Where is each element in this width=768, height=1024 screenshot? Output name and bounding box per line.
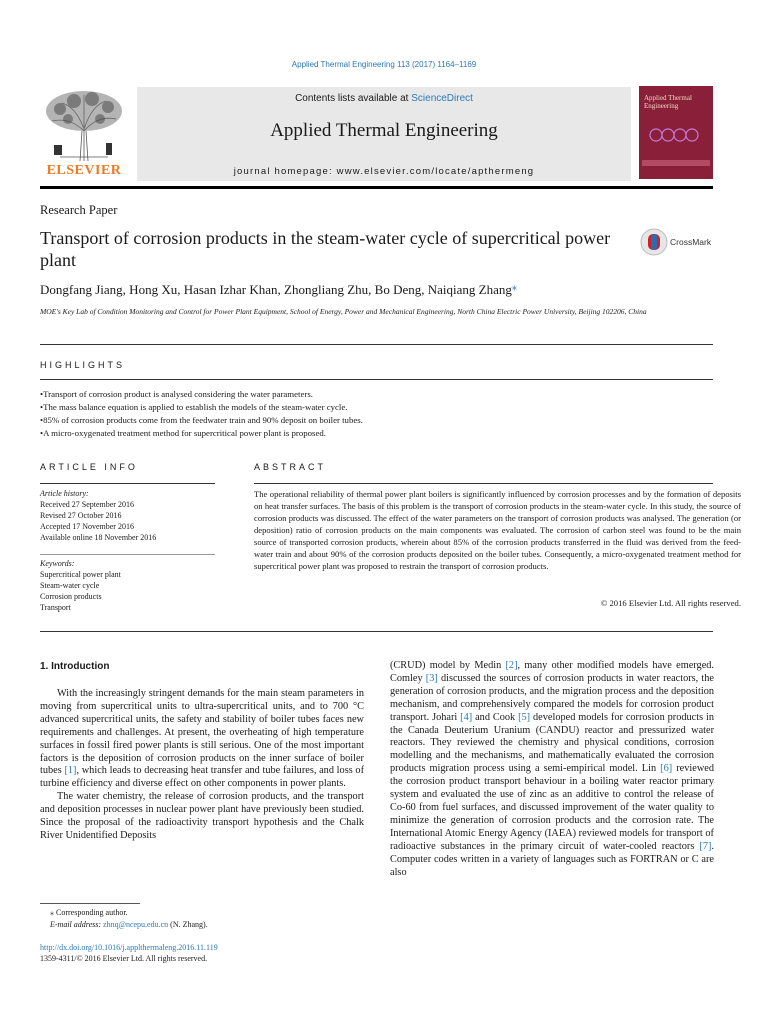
front-matter-rule [40,631,713,632]
section-heading: 1. Introduction [40,661,110,672]
citation-link[interactable]: [4] [460,711,473,723]
email-suffix: (N. Zhang). [168,920,208,929]
keyword: Steam-water cycle [40,581,100,590]
crossmark-icon [640,228,668,256]
history-entry: Available online 18 November 2016 [40,533,157,542]
sciencedirect-link[interactable]: ScienceDirect [411,93,473,104]
citation-link[interactable]: [6] [660,763,673,775]
article-title: Transport of corrosion products in the steam-water cycle of supercritical power plant [40,228,611,270]
highlight-item: • The mass balance equation is applied to establish the models of the steam-water cycle. [40,401,720,414]
citation-link[interactable]: [7] [699,840,712,852]
body-text: discussed the sources of corrosion products in water reactors, the generation of corrosion products, and the migration process and the deposition mechanism, and comprehensively compared the models for corrosion product transport. Johari [390,672,714,723]
abstract-text: The operational reliability of thermal power plant boilers is significantly influenced by corrosion processes and by the formation of deposits on heat transfer surfaces. The basis of this problem is the transport of corrosion products in the steam-water cycle. In this study, the source of corrosion products was discussed. The effect of the water parameters on the transport of corrosion products was analysed. The generation (or deposition) ratio of corrosion products on the main components was evaluated. The corrosion of carbon steel was found to be the main source of transported corrosion products, wherein about 85% of the corrosion products transferred in the fluid was derived from the feed-water train and about 90% of the corrosion products deposited on the boiler tubes. Consequently, a micro-oxygenated treatment method for supercritical power plant was proposed to restrain the transport of corrosion products. [254,489,741,571]
journal-reference[interactable]: Applied Thermal Engineering 113 (2017) 1164–1169 [291,60,477,69]
cover-title: Applied Thermal Engineering [644,94,692,110]
doi-block [40,942,364,964]
email-label: E-mail address: [50,920,104,929]
abstract-copyright: © 2016 Elsevier Ltd. All rights reserved. [600,598,741,608]
intro-p1-text: With the increasingly stringent demands for the main steam parameters in moving from supercritical units to ultra-supercritical units, and to 700 °C advanced supercritical units, the safety and stability of boiler tubes faces new requirements and challenges. At present, the overheating of high temperature surfaces in fossil fired power plants is still serious. One of the most important factors is the deposition of corrosion products on the inner surface of boiler tubes [40,688,364,777]
crossmark-badge[interactable] [640,228,720,258]
homepage-url[interactable]: www.elsevier.com/locate/apthermeng [336,166,535,177]
keyword: Transport [40,603,71,612]
citation-link[interactable]: [2] [505,660,518,671]
body-text: . Computer codes written in a variety of languages such as FORTRAN or C are also [390,840,714,878]
highlights-rule [40,379,713,380]
highlight-item: • 85% of corrosion products come from the feedwater train and 90% deposit on boiler tubes. [40,414,720,427]
homepage-prefix: journal homepage: [233,166,337,177]
keyword: Supercritical power plant [40,570,121,579]
email-note [40,919,364,931]
body-column-left [40,688,364,843]
elsevier-wordmark: ELSEVIER [46,163,122,178]
journal-homepage [137,166,631,177]
citation-link[interactable]: [3] [425,672,438,684]
highlights-heading: HIGHLIGHTS [40,360,126,370]
keywords-rule [40,554,215,555]
contents-prefix: Contents lists available at [295,93,412,104]
intro-p1-text: , which leads to decreasing heat transfer and tube failures, and loss of turbine efficiency and diverse effect on other components in power plants. [40,765,364,790]
email-link[interactable]: zhnq@ncepu.edu.cn [103,920,169,929]
body-paragraph [390,660,714,879]
crossmark-label: CrossMark [670,237,712,247]
article-history [40,488,215,543]
intro-paragraph: The water chemistry, the release of corrosion products, and the transport and deposition processes in nuclear power plant have previously been studied. Since the proposal of the radioactivity transport hypothesis and the Chalk River Unidentified Deposits [40,791,364,841]
body-text: reviewed the corrosion product transport behaviour in a boiling water reactor primary system and evaluated the use of zinc as an additive to control the release of Co-60 from fuel surfaces, and discussed improvement of the water quality to minimize the generation of corrosion products and the corrosion rate. The International Atomic Energy Agency (IAEA) reviewed models for transport of radioactive substances in the primary circuit of water-cooled reactors [390,763,714,852]
footnote-mark: ⁎ [50,908,54,917]
history-entry: Accepted 17 November 2016 [40,522,134,531]
authors-text: Dongfang Jiang, Hong Xu, Hasan Izhar Khan, Zhongliang Zhu, Bo Deng, Naiqiang Zhang [40,282,512,297]
author-list [40,282,517,298]
abstract-rule [254,483,713,484]
history-entry: Received 27 September 2016 [40,500,134,509]
cover-graphic [648,125,704,145]
issn-line: 1359-4311/© 2016 Elsevier Ltd. All rights reserved. [40,954,208,963]
body-text: developed models for corrosion products in the Canada Deuterium Uranium (CANDU) reactor and pressurized water reactors. They reviewed the chemistry and physical conditions, corrosion modelling and the mechanisms, and mathematically evaluated the corrosion products migration process using a semi-empirical model. Lin [390,711,715,775]
header-rule [40,186,713,189]
affiliation: MOE's Key Lab of Condition Monitoring and Control for Power Plant Equipment, School of Energy, Power and Mechanical Engineering, North China Electric Power University, Beijing 102206, China [40,307,647,316]
citation-link[interactable]: [1] [64,765,77,777]
corresponding-author-note [40,907,364,919]
highlight-item: • Transport of corrosion product is analysed considering the water parameters. [40,388,720,401]
history-label: Article history: [40,489,89,498]
citation-link[interactable]: [5] [518,711,531,723]
body-column-right [390,660,714,879]
footnote-label: Corresponding author. [56,908,128,917]
body-text: and Cook [472,711,519,723]
doi-link[interactable]: http://dx.doi.org/10.1016/j.applthermaleng.2016.11.119 [40,943,218,952]
body-text: , many other modified models have emerged. Comley [390,660,714,684]
keyword: Corrosion products [40,592,102,601]
elsevier-tree-logo [40,87,128,163]
highlights-list [40,388,720,440]
affiliation-rule [40,344,713,345]
keywords [40,558,215,613]
contents-line [137,93,631,104]
corresponding-author-mark[interactable]: ⁎ [511,282,517,293]
history-entry: Revised 27 October 2016 [40,511,122,520]
article-type: Research Paper [40,203,118,217]
cover-footer-strip [642,160,710,166]
keywords-label: Keywords: [40,559,75,568]
journal-title: Applied Thermal Engineering [270,120,498,141]
intro-paragraph [40,688,364,791]
highlight-item: • A micro-oxygenated treatment method for supercritical power plant is proposed. [40,427,720,440]
footnote [40,907,364,931]
abstract-heading: ABSTRACT [254,462,327,472]
article-info-rule [40,483,215,484]
article-info-heading: ARTICLE INFO [40,462,138,472]
body-text: (CRUD) model by Medin [390,660,506,671]
footnote-rule [40,903,140,904]
